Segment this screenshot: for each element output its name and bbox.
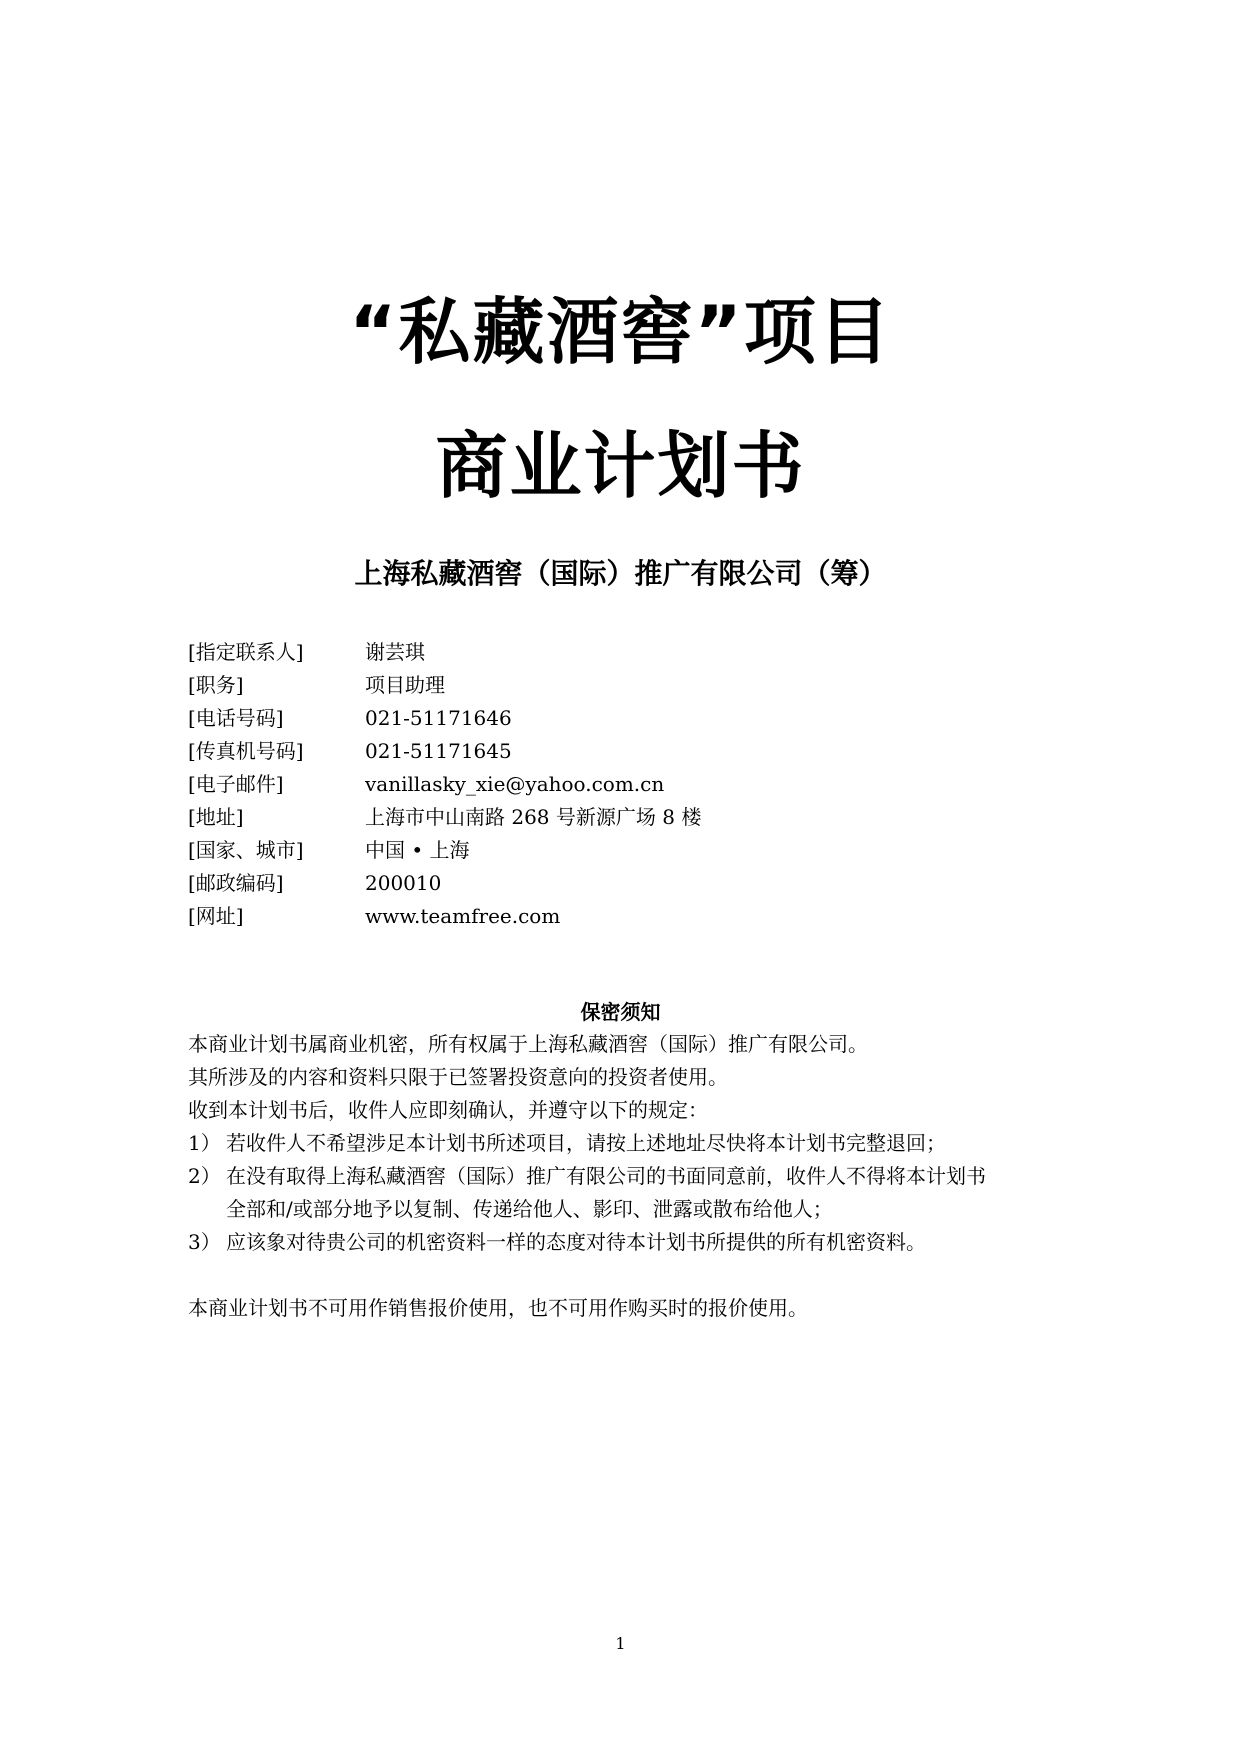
notice-item-number: 1） xyxy=(188,1131,221,1155)
notice-item-1 xyxy=(188,1127,1068,1160)
page-number: 1 xyxy=(615,1634,626,1653)
contact-row-contact-person xyxy=(188,636,701,669)
contact-value: 中国 • 上海 xyxy=(365,838,470,862)
company-name: 上海私藏酒窖（国际）推广有限公司（筹） xyxy=(354,557,887,590)
contact-row-position xyxy=(188,669,701,702)
contact-row-website xyxy=(188,900,701,933)
contact-row-address xyxy=(188,801,701,834)
contact-row-country-city xyxy=(188,834,701,867)
notice-item-number: 3） xyxy=(188,1230,221,1254)
notice-paragraph: 本商业计划书属商业机密，所有权属于上海私藏酒窖（国际）推广有限公司。 xyxy=(188,1032,868,1056)
contact-value: 021-51171646 xyxy=(365,706,512,730)
contact-label: [指定联系人] xyxy=(188,640,304,664)
contact-row-postal-code xyxy=(188,867,701,900)
notice-item-text-continued: 全部和/或部分地予以复制、传递给他人、影印、泄露或散布给他人； xyxy=(226,1197,833,1221)
contact-label: [电话号码] xyxy=(188,706,284,730)
title-line-1: “私藏酒窖”项目 xyxy=(349,290,892,374)
contact-value: 021-51171645 xyxy=(365,739,512,763)
contact-label: [网址] xyxy=(188,904,244,928)
notice-item-3 xyxy=(188,1226,1068,1259)
contact-label: [职务] xyxy=(188,673,244,697)
contact-row-email xyxy=(188,768,701,801)
notice-item-text: 若收件人不希望涉足本计划书所述项目，请按上述地址尽快将本计划书完整退回； xyxy=(226,1131,946,1155)
notice-item-2 xyxy=(188,1160,1068,1226)
contact-label: [地址] xyxy=(188,805,244,829)
contact-label: [电子邮件] xyxy=(188,772,284,796)
notice-paragraph: 收到本计划书后，收件人应即刻确认，并遵守以下的规定： xyxy=(188,1098,708,1122)
contact-info xyxy=(188,636,701,933)
contact-value: 上海市中山南路 268 号新源广场 8 楼 xyxy=(365,805,702,829)
contact-label: [国家、城市] xyxy=(188,838,304,862)
notice-item-text: 应该象对待贵公司的机密资料一样的态度对待本计划书所提供的所有机密资料。 xyxy=(226,1230,926,1254)
contact-label: [传真机号码] xyxy=(188,739,304,763)
contact-value: 谢芸琪 xyxy=(365,640,425,664)
notice-item-text: 在没有取得上海私藏酒窖（国际）推广有限公司的书面同意前，收件人不得将本计划书 xyxy=(226,1164,986,1188)
confidentiality-notice-title: 保密须知 xyxy=(580,1000,661,1024)
paragraph-spacer xyxy=(188,1259,1068,1292)
notice-closing: 本商业计划书不可用作销售报价使用，也不可用作购买时的报价使用。 xyxy=(188,1296,808,1320)
notice-paragraph: 其所涉及的内容和资料只限于已签署投资意向的投资者使用。 xyxy=(188,1065,728,1089)
confidentiality-notice-body xyxy=(188,1028,1068,1325)
contact-row-fax xyxy=(188,735,701,768)
contact-label: [邮政编码] xyxy=(188,871,284,895)
contact-value: vanillasky_xie@yahoo.com.cn xyxy=(365,772,665,796)
contact-value: 200010 xyxy=(365,871,442,895)
contact-row-phone xyxy=(188,702,701,735)
contact-value: 项目助理 xyxy=(365,673,445,697)
notice-item-number: 2） xyxy=(188,1164,221,1188)
contact-value: www.teamfree.com xyxy=(365,904,561,928)
title-line-2: 商业计划书 xyxy=(435,424,806,508)
